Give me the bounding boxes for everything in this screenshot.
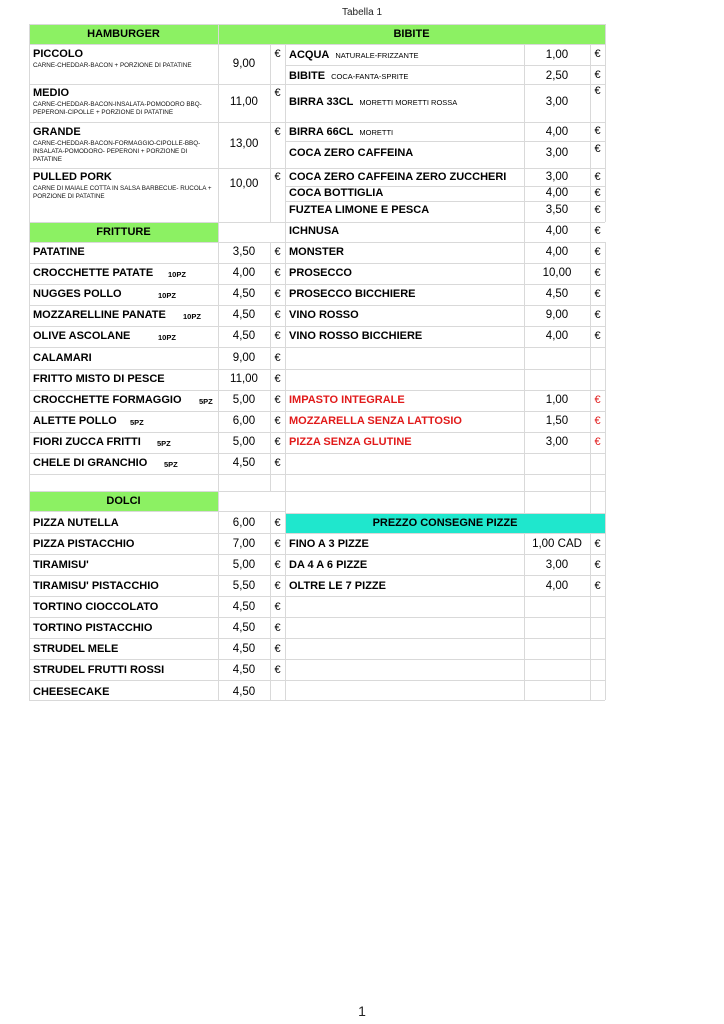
- hamburger-item-price: 10,00: [229, 178, 259, 190]
- euro-sign: €: [594, 48, 601, 60]
- fritture-item-name: FIORI ZUCCA FRITTI: [33, 436, 141, 448]
- dolci-item-price: 5,00: [232, 559, 256, 571]
- euro-sign: €: [594, 288, 601, 300]
- hamburger-item-desc: CARNE DI MAIALE COTTA IN SALSA BARBECUE- RUCOLA + PORZIONE DI PATATINE: [33, 185, 212, 200]
- bibite-item-label: ICHNUSA: [289, 225, 340, 237]
- fritture-item-name: OLIVE ASCOLANE: [33, 330, 131, 342]
- bibite-item-price: 4,00: [545, 187, 569, 199]
- grid-line: [285, 474, 605, 475]
- grid-line: [285, 305, 605, 306]
- euro-sign: €: [594, 69, 601, 81]
- hamburger-item-desc: CARNE-CHEDDAR-BACON-FORMAGGIO-CIPOLLE-BBQ-INSALATA-POMODORO- PEPERONI + PORZIONE DI PATATINE: [33, 140, 201, 163]
- grid-line: [29, 122, 285, 123]
- extra-item-name: PIZZA SENZA GLUTINE: [289, 436, 412, 448]
- euro-sign: €: [594, 309, 601, 321]
- grid-line: [29, 326, 285, 327]
- grid-line: [285, 638, 605, 639]
- grid-line: [285, 596, 605, 597]
- bibite-item-name: [289, 187, 383, 200]
- grid-line: [29, 242, 285, 243]
- euro-sign: €: [274, 373, 281, 385]
- fritture-item-price: 6,00: [232, 415, 256, 427]
- bibite-item-price: 4,50: [545, 288, 569, 300]
- euro-sign: €: [274, 601, 281, 613]
- bibite-item-price: 3,00: [545, 147, 569, 159]
- euro-sign: €: [594, 187, 601, 199]
- grid-line: [285, 44, 286, 700]
- euro-sign: €: [594, 143, 601, 155]
- fritture-item-name: FRITTO MISTO DI PESCE: [33, 373, 165, 385]
- euro-sign: €: [274, 436, 281, 448]
- euro-sign: €: [274, 538, 281, 550]
- euro-sign: €: [274, 622, 281, 634]
- bibite-item-note: NATURALE-FRIZZANTE: [335, 51, 419, 60]
- grid-line: [285, 44, 605, 45]
- bibite-item-label: BIRRA 33CL: [289, 96, 354, 108]
- fritture-item-name: CROCCHETTE FORMAGGIO: [33, 394, 182, 406]
- euro-sign: €: [594, 171, 601, 183]
- grid-line: [285, 432, 605, 433]
- consegne-item-price: 1,00 CAD: [532, 538, 582, 550]
- bibite-item-price: 4,00: [545, 126, 569, 138]
- hamburger-item-name: GRANDE: [33, 126, 81, 138]
- bibite-item-price: 9,00: [545, 309, 569, 321]
- extra-item-name: IMPASTO INTEGRALE: [289, 394, 405, 406]
- grid-line: [285, 201, 605, 202]
- euro-sign: €: [274, 580, 281, 592]
- grid-line: [605, 242, 606, 700]
- fritture-item-price: 9,00: [232, 352, 256, 364]
- fritture-item-name: CROCCHETTE PATATE: [33, 267, 154, 279]
- euro-sign: €: [274, 517, 281, 529]
- grid-line: [285, 659, 605, 660]
- dolci-item-price: 4,50: [232, 664, 256, 676]
- bibite-item-name: [289, 330, 422, 343]
- grid-line: [285, 141, 605, 142]
- bibite-item-label: VINO ROSSO BICCHIERE: [289, 330, 423, 342]
- grid-line: [29, 659, 285, 660]
- dolci-item-name: TORTINO CIOCCOLATO: [33, 601, 159, 613]
- hamburger-item-price: 13,00: [229, 138, 259, 150]
- consegne-item-name: FINO A 3 PIZZE: [289, 538, 369, 550]
- extra-item-price: 3,00: [545, 436, 569, 448]
- bibite-item-label: COCA ZERO CAFFEINA: [289, 147, 414, 159]
- grid-line: [285, 168, 605, 169]
- grid-line: [285, 617, 605, 618]
- fritture-item-qty: 10PZ: [168, 270, 186, 279]
- bibite-item-label: BIBITE: [289, 70, 326, 82]
- euro-sign: €: [594, 436, 601, 448]
- bibite-item-name: [289, 267, 352, 280]
- grid-line: [29, 474, 285, 475]
- bibite-title: BIBITE: [393, 28, 430, 40]
- euro-sign: €: [274, 394, 281, 406]
- dolci-item-name: TORTINO PISTACCHIO: [33, 622, 153, 634]
- bibite-item-price: 2,50: [545, 70, 569, 82]
- grid-line: [285, 533, 605, 534]
- fritture-item-price: 4,50: [232, 457, 256, 469]
- fritture-item-name: NUGGES POLLO: [33, 288, 122, 300]
- euro-sign: €: [594, 225, 601, 237]
- page-number: 1: [358, 1003, 366, 1019]
- fritture-item-name: ALETTE POLLO: [33, 415, 117, 427]
- grid-line: [285, 700, 605, 701]
- bibite-item-name: [289, 246, 344, 259]
- dolci-item-price: 4,50: [232, 643, 256, 655]
- bibite-item-note: COCA-FANTA-SPRITE: [331, 72, 409, 81]
- grid-line: [285, 263, 605, 264]
- consegne-item-price: 4,00: [545, 580, 569, 592]
- fritture-item-qty: 5PZ: [164, 460, 178, 469]
- grid-line: [285, 369, 605, 370]
- grid-line: [285, 390, 605, 391]
- bibite-item-price: 4,00: [545, 225, 569, 237]
- euro-sign: €: [274, 330, 281, 342]
- fritture-item-price: 4,50: [232, 309, 256, 321]
- dolci-item-price: 6,00: [232, 517, 256, 529]
- grid-line: [285, 242, 605, 243]
- euro-sign: €: [274, 643, 281, 655]
- euro-sign: €: [594, 125, 601, 137]
- dolci-item-price: 4,50: [232, 601, 256, 613]
- dolci-item-name: CHEESECAKE: [33, 686, 110, 698]
- euro-sign: €: [274, 309, 281, 321]
- grid-line: [29, 369, 285, 370]
- fritture-item-price: 11,00: [230, 373, 258, 385]
- bibite-item-price: 4,00: [545, 330, 569, 342]
- grid-line: [29, 596, 285, 597]
- extra-item-name: MOZZARELLA SENZA LATTOSIO: [289, 415, 462, 427]
- grid-line: [29, 390, 285, 391]
- grid-line: [29, 411, 285, 412]
- bibite-item-price: 3,00: [545, 171, 569, 183]
- grid-line: [285, 222, 605, 223]
- bibite-item-price: 1,00: [545, 49, 569, 61]
- dolci-item-name: TIRAMISU' PISTACCHIO: [33, 580, 159, 592]
- grid-line: [29, 638, 285, 639]
- fritture-item-price: 4,50: [232, 330, 256, 342]
- dolci-item-price: 5,50: [232, 580, 256, 592]
- grid-line: [29, 168, 285, 169]
- grid-line: [29, 575, 285, 576]
- euro-sign: €: [274, 171, 281, 183]
- euro-sign: €: [274, 352, 281, 364]
- extra-item-price: 1,50: [545, 415, 569, 427]
- grid-line: [29, 44, 285, 45]
- grid-line: [29, 533, 285, 534]
- grid-line: [285, 122, 605, 123]
- grid-line: [285, 491, 605, 492]
- bibite-item-label: COCA ZERO CAFFEINA ZERO ZUCCHERI: [289, 171, 507, 183]
- euro-sign: €: [594, 204, 601, 216]
- euro-sign: €: [274, 415, 281, 427]
- euro-sign: €: [274, 246, 281, 258]
- euro-sign: €: [274, 48, 281, 60]
- bibite-item-name: [289, 288, 416, 301]
- fritture-item-qty: 5PZ: [157, 439, 171, 448]
- dolci-item-name: STRUDEL FRUTTI ROSSI: [33, 664, 165, 676]
- grid-line: [285, 411, 605, 412]
- bibite-item-name: [289, 96, 457, 109]
- grid-line: [29, 554, 285, 555]
- fritture-item-name: CALAMARI: [33, 352, 92, 364]
- bibite-item-label: COCA BOTTIGLIA: [289, 187, 384, 199]
- grid-line: [285, 347, 605, 348]
- euro-sign: €: [594, 394, 601, 406]
- grid-line: [285, 284, 605, 285]
- extra-item-price: 1,00: [545, 394, 569, 406]
- euro-sign: €: [274, 288, 281, 300]
- bibite-item-label: VINO ROSSO: [289, 309, 359, 321]
- euro-sign: €: [594, 330, 601, 342]
- bibite-item-name: [289, 204, 429, 217]
- grid-line: [605, 24, 606, 222]
- grid-line: [29, 617, 285, 618]
- dolci-item-name: PIZZA NUTELLA: [33, 517, 119, 529]
- bibite-item-price: 10,00: [542, 267, 572, 279]
- dolci-item-name: STRUDEL MELE: [33, 643, 119, 655]
- bibite-item-note: MORETTI: [359, 128, 394, 137]
- grid-line: [285, 554, 605, 555]
- hamburger-item-desc: CARNE-CHEDDAR-BACON-INSALATA-POMODORO BBQ-PEPERONI-CIPOLLE + PORZIONE DI PATATINE: [33, 101, 202, 116]
- euro-sign: €: [594, 538, 601, 550]
- dolci-title: DOLCI: [106, 495, 141, 507]
- euro-sign: €: [594, 246, 601, 258]
- grid-line: [285, 326, 605, 327]
- grid-line: [29, 263, 285, 264]
- euro-sign: €: [274, 559, 281, 571]
- fritture-item-qty: 5PZ: [199, 397, 213, 406]
- sheet-title: Tabella 1: [341, 7, 383, 18]
- grid-line: [285, 453, 605, 454]
- grid-line: [29, 453, 285, 454]
- euro-sign: €: [274, 457, 281, 469]
- bibite-item-label: MONSTER: [289, 246, 344, 258]
- dolci-item-name: PIZZA PISTACCHIO: [33, 538, 135, 550]
- fritture-item-qty: 10PZ: [183, 312, 201, 321]
- fritture-item-name: MOZZARELLINE PANATE: [33, 309, 166, 321]
- hamburger-item-name: PICCOLO: [33, 48, 84, 60]
- bibite-item-name: [289, 225, 339, 238]
- grid-line: [29, 680, 285, 681]
- bibite-item-price: 3,00: [545, 96, 569, 108]
- hamburger-item-name: MEDIO: [33, 87, 70, 99]
- hamburger-item-price: 11,00: [230, 96, 258, 108]
- euro-sign: €: [274, 664, 281, 676]
- fritture-item-price: 4,50: [232, 288, 256, 300]
- fritture-item-qty: 10PZ: [158, 333, 176, 342]
- grid-line: [29, 24, 30, 700]
- bibite-item-label: ACQUA: [289, 49, 330, 61]
- dolci-item-name: TIRAMISU': [33, 559, 89, 571]
- consegne-item-name: DA 4 A 6 PIZZE: [289, 559, 368, 571]
- fritture-item-qty: 10PZ: [158, 291, 176, 300]
- grid-line: [29, 432, 285, 433]
- euro-sign: €: [274, 267, 281, 279]
- bibite-item-label: PROSECCO: [289, 267, 352, 279]
- grid-line: [29, 305, 285, 306]
- euro-sign: €: [594, 559, 601, 571]
- dolci-item-price: 4,50: [232, 622, 256, 634]
- hamburger-item-name: PULLED PORK: [33, 171, 112, 183]
- euro-sign: €: [594, 580, 601, 592]
- bibite-item-name: [289, 126, 393, 139]
- bibite-item-label: FUZTEA LIMONE E PESCA: [289, 204, 430, 216]
- euro-sign: €: [594, 85, 601, 97]
- bibite-item-label: BIRRA 66CL: [289, 126, 354, 138]
- grid-line: [29, 511, 285, 512]
- grid-line: [285, 575, 605, 576]
- grid-line: [29, 284, 285, 285]
- grid-line: [29, 700, 285, 701]
- fritture-item-qty: 5PZ: [130, 418, 144, 427]
- dolci-item-price: 4,50: [232, 686, 256, 698]
- fritture-item-name: PATATINE: [33, 246, 85, 258]
- bibite-item-name: [289, 147, 413, 160]
- grid-line: [285, 84, 605, 85]
- hamburger-item-desc: CARNE-CHEDDAR-BACON + PORZIONE DI PATATINE: [33, 62, 192, 69]
- bibite-item-price: 4,00: [545, 246, 569, 258]
- grid-line: [285, 65, 605, 66]
- bibite-item-note: MORETTI MORETTI ROSSA: [359, 98, 458, 107]
- grid-line: [29, 347, 285, 348]
- fritture-item-price: 5,00: [232, 436, 256, 448]
- fritture-item-price: 3,50: [232, 246, 256, 258]
- euro-sign: €: [274, 87, 281, 99]
- bibite-item-price: 3,50: [545, 204, 569, 216]
- fritture-item-price: 4,00: [232, 267, 256, 279]
- euro-sign: €: [594, 415, 601, 427]
- fritture-item-price: 5,00: [232, 394, 256, 406]
- consegne-item-price: 3,00: [545, 559, 569, 571]
- consegne-title: PREZZO CONSEGNE PIZZE: [372, 517, 518, 529]
- fritture-item-name: CHELE DI GRANCHIO: [33, 457, 148, 469]
- hamburger-item-price: 9,00: [232, 58, 256, 70]
- grid-line: [29, 84, 285, 85]
- bibite-item-name: [289, 171, 506, 184]
- grid-line: [285, 680, 605, 681]
- euro-sign: €: [274, 126, 281, 138]
- bibite-item-name: [289, 70, 408, 83]
- bibite-item-name: [289, 309, 359, 322]
- dolci-item-price: 7,00: [232, 538, 256, 550]
- fritture-title: FRITTURE: [96, 226, 151, 238]
- bibite-item-name: [289, 49, 419, 62]
- consegne-item-name: OLTRE LE 7 PIZZE: [289, 580, 386, 592]
- hamburger-title: HAMBURGER: [87, 28, 160, 40]
- bibite-item-label: PROSECCO BICCHIERE: [289, 288, 416, 300]
- euro-sign: €: [594, 267, 601, 279]
